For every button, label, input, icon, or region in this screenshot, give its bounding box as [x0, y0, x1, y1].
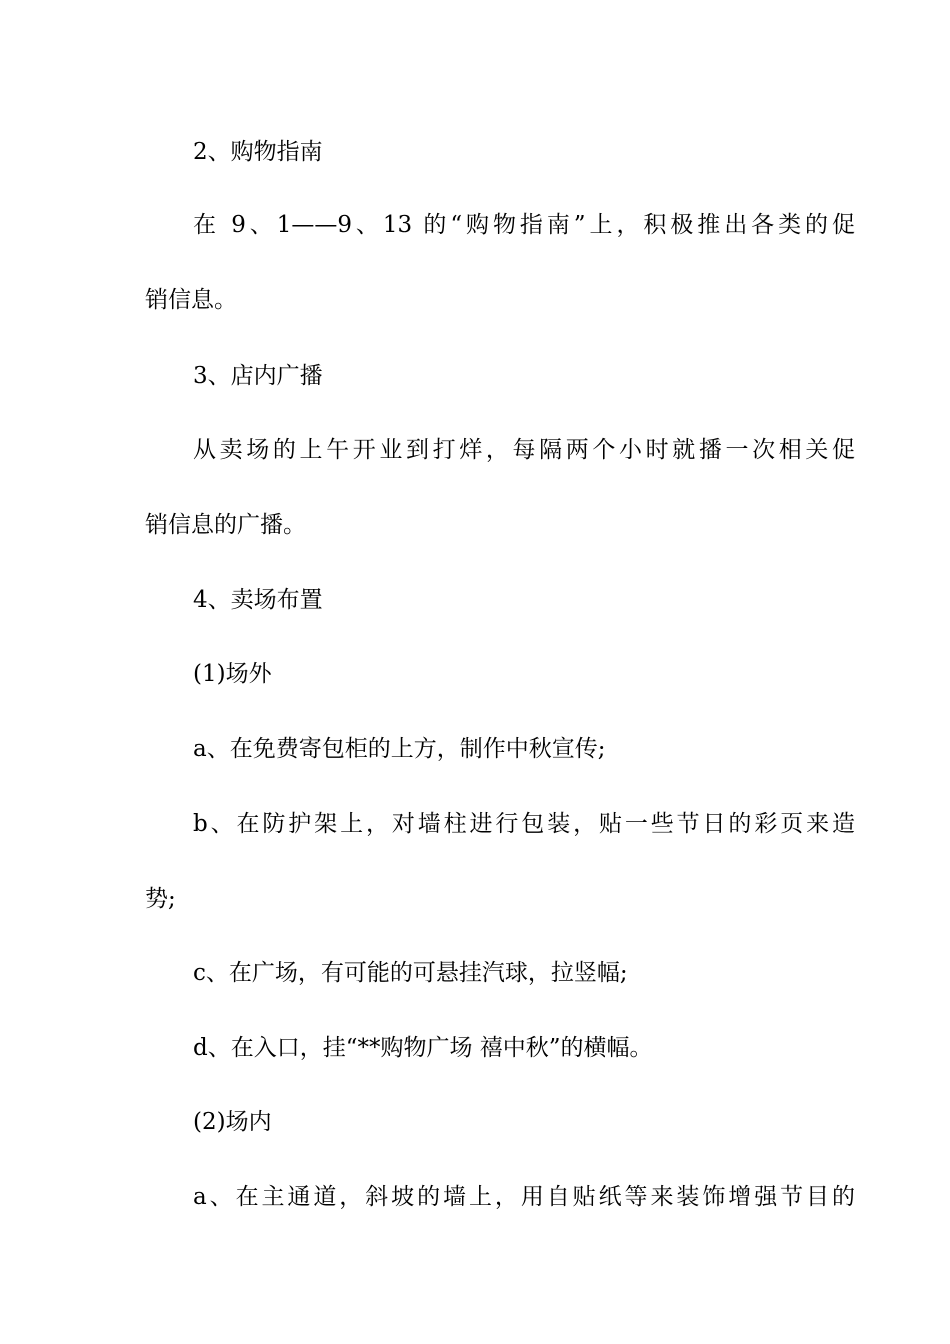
list-item: b、在防护架上，对墙柱进行包装，贴一些节日的彩页来造	[193, 811, 855, 837]
heading-store-layout: 4、卖场布置	[193, 587, 323, 613]
heading-store-broadcast: 3、店内广播	[193, 363, 323, 389]
heading-shopping-guide: 2、购物指南	[193, 139, 323, 165]
paragraph-line: 销信息的广播。	[145, 512, 306, 538]
list-item: a、在主通道，斜坡的墙上，用自贴纸等来装饰增强节目的	[193, 1184, 855, 1210]
subheading-outside: (1)场外	[193, 661, 272, 687]
list-item-continuation: 势;	[145, 886, 176, 912]
paragraph-line: 从卖场的上午开业到打烊，每隔两个小时就播一次相关促	[193, 437, 855, 463]
paragraph-line: 销信息。	[145, 287, 237, 313]
list-item: d、在入口，挂“**购物广场 禧中秋”的横幅。	[193, 1035, 653, 1061]
list-item: c、在广场，有可能的可悬挂汽球，拉竖幅;	[193, 960, 628, 986]
paragraph-line: 在 9、1——9、13 的“购物指南”上，积极推出各类的促	[193, 212, 855, 238]
list-item: a、在免费寄包柜的上方，制作中秋宣传;	[193, 736, 606, 762]
subheading-inside: (2)场内	[193, 1109, 272, 1135]
